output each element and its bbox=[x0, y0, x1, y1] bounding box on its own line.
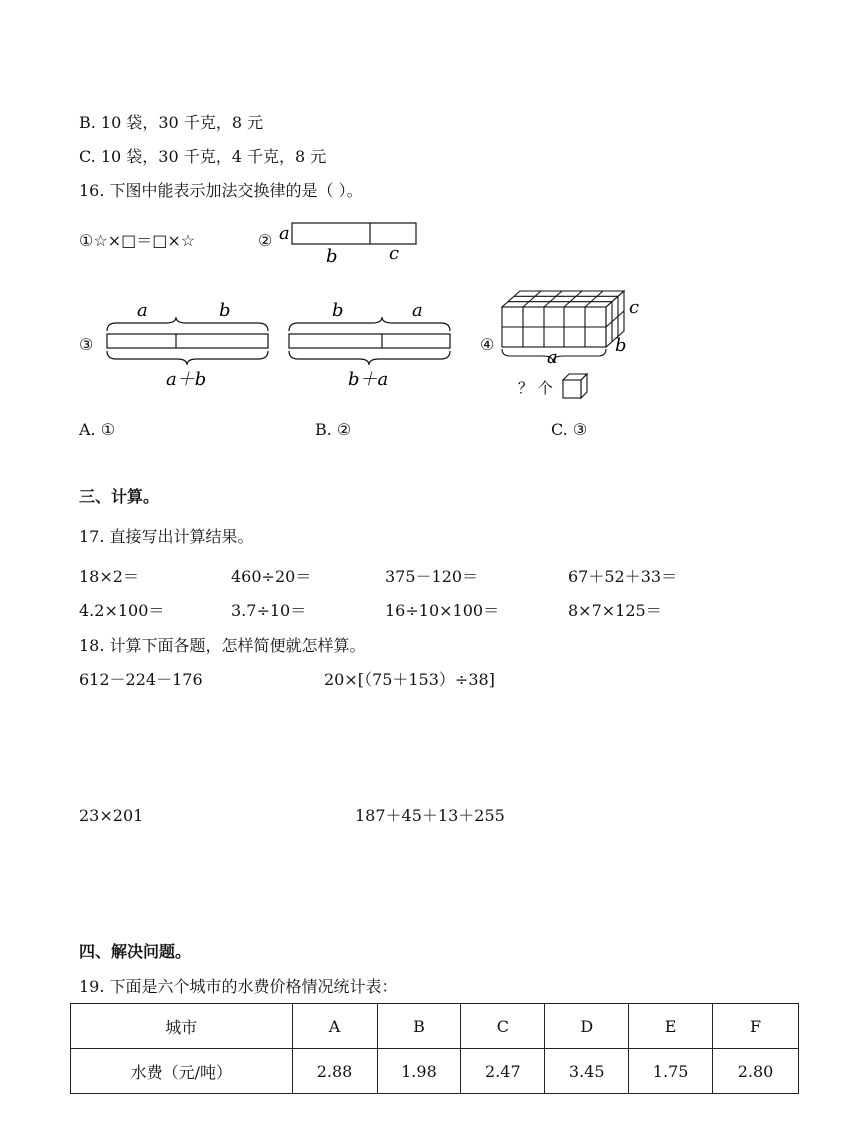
q17-item: 3.7÷10＝ bbox=[231, 601, 307, 620]
q16-stem: 16. 下图中能表示加法交换律的是（ ）。 bbox=[79, 181, 363, 200]
fig4-question: ？ 个 bbox=[518, 379, 553, 397]
table-city-cell: F bbox=[713, 1004, 799, 1049]
fig3-left-label-bottom: a＋b bbox=[166, 369, 207, 390]
fig1-expression bbox=[79, 231, 195, 251]
fig3-left-label-top2: b bbox=[219, 300, 231, 321]
table-city-cell: D bbox=[545, 1004, 629, 1049]
q18-stem: 18. 计算下面各题，怎样简便就怎样算。 bbox=[79, 636, 366, 655]
q17-item: 8×7×125＝ bbox=[568, 601, 662, 620]
fig1-formula: ☆×□＝□×☆ bbox=[93, 231, 196, 250]
fig2-diagram bbox=[276, 215, 426, 265]
q17-item: 460÷20＝ bbox=[231, 567, 312, 586]
q17-item: 16÷10×100＝ bbox=[385, 601, 500, 620]
table-price-cell: 1.98 bbox=[377, 1049, 461, 1094]
table-price-cell: 1.75 bbox=[629, 1049, 713, 1094]
fig4-cuboid-diagram bbox=[498, 285, 648, 403]
fig2-label-a: a bbox=[279, 223, 290, 244]
fig3-left-top-brace bbox=[107, 317, 268, 331]
table-price-cell: 3.45 bbox=[545, 1049, 629, 1094]
table-city-cell: B bbox=[377, 1004, 461, 1049]
fig3-right-bottom-brace bbox=[289, 351, 450, 365]
q17-item: 67＋52＋33＝ bbox=[568, 567, 678, 586]
fig3-right-top-brace bbox=[289, 317, 450, 331]
q15-option-b: B. 10 袋，30 千克，8 元 bbox=[79, 113, 264, 132]
fig4-label-b: b bbox=[615, 335, 627, 356]
fig3-right-label-top2: a bbox=[412, 300, 423, 321]
q17-item: 18×2＝ bbox=[79, 567, 139, 586]
section3-title: 三、计算。 bbox=[79, 487, 160, 506]
fig4-number: ④ bbox=[480, 335, 495, 354]
fig2-number: ② bbox=[258, 231, 273, 250]
fig3-number: ③ bbox=[79, 335, 94, 354]
q16-option-b: B. ② bbox=[315, 420, 352, 439]
q16-option-a: A. ① bbox=[79, 420, 116, 439]
fig3-right-bar bbox=[289, 334, 450, 348]
fig3-left-label-top1: a bbox=[137, 300, 148, 321]
table-price-cell: 2.47 bbox=[461, 1049, 545, 1094]
q15-option-c: C. 10 袋，30 千克，4 千克，8 元 bbox=[79, 147, 327, 166]
fig4-label-c: c bbox=[629, 297, 640, 318]
table-header-row bbox=[71, 1004, 799, 1049]
fig2-label-c: c bbox=[389, 243, 400, 264]
section4-title: 四、解决问题。 bbox=[79, 942, 192, 961]
table-header-label: 城市 bbox=[71, 1004, 293, 1049]
table-row-label: 水费（元/吨） bbox=[71, 1049, 293, 1094]
fig3-left-bar bbox=[107, 334, 268, 348]
q18-item: 20×[（75＋153）÷38] bbox=[324, 670, 495, 689]
fig3-right-label-bottom: b＋a bbox=[348, 369, 389, 390]
fig2-bar bbox=[292, 223, 416, 244]
fig2-label-b: b bbox=[326, 246, 338, 267]
q17-stem: 17. 直接写出计算结果。 bbox=[79, 527, 254, 546]
q16-option-c: C. ③ bbox=[551, 420, 588, 439]
table-city-cell: C bbox=[461, 1004, 545, 1049]
q18-item: 23×201 bbox=[79, 806, 144, 825]
table-price-cell: 2.80 bbox=[713, 1049, 799, 1094]
fig3-left-bottom-brace bbox=[107, 351, 268, 365]
fig3-right-label-top1: b bbox=[332, 300, 344, 321]
q17-item: 375－120＝ bbox=[385, 567, 479, 586]
q17-item: 4.2×100＝ bbox=[79, 601, 165, 620]
q18-item: 187＋45＋13＋255 bbox=[355, 806, 505, 825]
q18-item: 612－224－176 bbox=[79, 670, 203, 689]
water-price-table bbox=[70, 1003, 799, 1094]
table-city-cell: A bbox=[292, 1004, 377, 1049]
fig3-diagram bbox=[100, 296, 460, 396]
fig4-label-a: a bbox=[547, 347, 558, 368]
q19-stem: 19. 下面是六个城市的水费价格情况统计表： bbox=[79, 977, 398, 996]
fig1-number: ① bbox=[79, 231, 94, 250]
fig4-unit-cube bbox=[563, 374, 587, 398]
table-city-cell: E bbox=[629, 1004, 713, 1049]
fig4-cuboid bbox=[502, 291, 624, 347]
table-price-cell: 2.88 bbox=[292, 1049, 377, 1094]
table-row bbox=[71, 1049, 799, 1094]
